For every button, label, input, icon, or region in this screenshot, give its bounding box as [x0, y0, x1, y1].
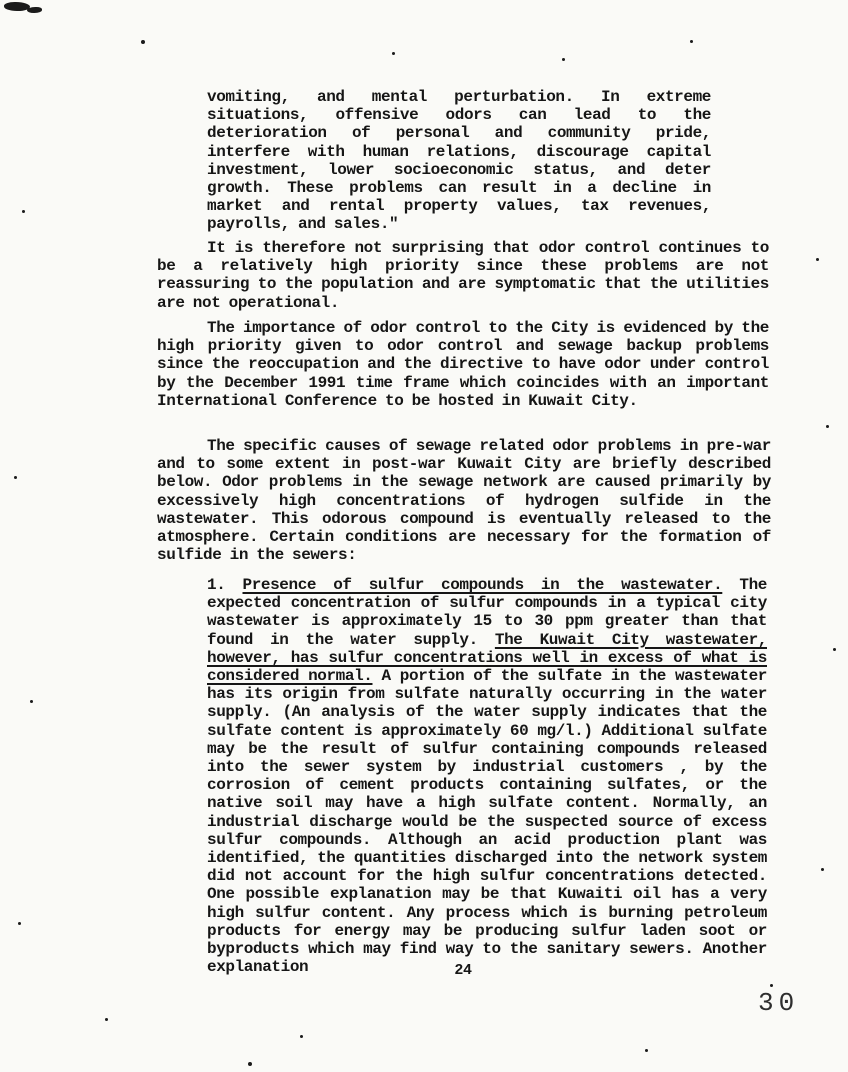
handwritten-folio-number: 30: [758, 988, 800, 1018]
quoted-passage: vomiting, and mental perturbation. In extreme situations, offensive odors can lead to the deterioration of personal and community pride, interfere with human relations, discourage capital investment, lower socioeconomic status, and deter growth. These problems can result in a decline in market and rental property values, tax revenues, payrolls, and sales.": [207, 88, 711, 234]
scan-speck: [30, 700, 33, 703]
item-body-c: A portion of the sulfate in the wastewater has its origin from sulfate naturally occurring in the water supply. (An analysis of the water supply indicates that the sulfate content is approximately 60 mg/l.) Additional sulfate may be the result of sulfur containing compounds released into the sewer system by industrial customers , by the corrosion of cement products containing sulfates, or the native soil may have a high sulfate content. Normally, an industrial discharge would be the suspected source of excess sulfur compounds. Although an acid production plant was identified, the quantities discharged into the network system did not account for the high sulfur concentrations detected. One possible explanation may be that Kuwaiti oil has a very high sulfur content. Any process which is burning petroleum products for energy may be producing sulfur laden soot or byproducts which may find way to the sanitary sewers. Another explanation: [207, 667, 767, 977]
item-number: 1.: [207, 576, 226, 594]
scan-speck: [826, 425, 829, 428]
scan-speck: [14, 476, 17, 479]
scan-speck: [690, 40, 693, 43]
item-underlined-claim: The Kuwait City wastewater, however, has sulfur concentrations well in excess of what is considered normal.: [207, 630, 767, 686]
page-number: 24: [454, 962, 472, 979]
paragraph-importance-odor-control: The importance of odor control to the City is evidenced by the high priority given to odor control and sewage backup problems since the reoccupation and the directive to have odor under control by the December 1991 time frame which coincides with an important International Conference to be hosted in Kuwait City.: [157, 319, 769, 410]
paragraph-specific-causes: The specific causes of sewage related odor problems in pre-war and to some extent in post-war Kuwait City are briefly described below. Odor problems in the sewage network are caused primarily by excessively high concentrations of hydrogen sulfide in the wastewater. This odorous compound is eventually released to the atmosphere. Certain conditions are necessary for the formation of sulfide in the sewers:: [157, 437, 771, 565]
scan-speck: [22, 210, 25, 213]
scan-speck: [562, 58, 565, 61]
scan-speck: [141, 40, 145, 44]
scan-speck: [27, 7, 42, 13]
item-heading-underlined: Presence of sulfur compounds in the wastewater.: [242, 576, 723, 594]
scan-speck: [833, 648, 836, 651]
scan-speck: [248, 1062, 252, 1066]
scan-speck: [392, 52, 395, 55]
item-body-a: The expected concentration of sulfur compounds in a typical city wastewater is approximately 15 to 30 ppm greater than that found in the water supply.: [207, 576, 767, 649]
scan-speck: [300, 1035, 303, 1038]
scan-speck: [816, 258, 819, 261]
scan-speck: [105, 1018, 108, 1021]
scan-speck: [821, 868, 824, 871]
scan-speck: [18, 922, 21, 925]
paragraph-odor-priority: It is therefore not surprising that odor control continues to be a relatively high priority since these problems are not reassuring to the population and are symptomatic that the utilities are not operational.: [157, 239, 769, 312]
scan-speck: [770, 984, 773, 987]
scan-speck: [645, 1049, 648, 1052]
numbered-item-1: [207, 576, 767, 976]
